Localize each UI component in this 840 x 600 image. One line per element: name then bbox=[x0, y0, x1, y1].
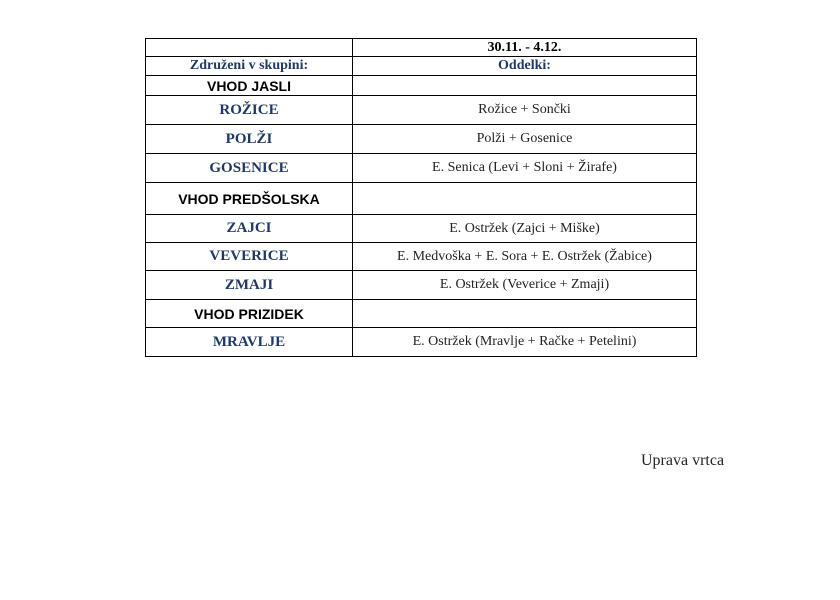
department-cell: Polži + Gosenice bbox=[353, 125, 697, 154]
table-row bbox=[146, 328, 697, 357]
table-row bbox=[146, 215, 697, 243]
group-name: GOSENICE bbox=[146, 154, 353, 183]
department-cell bbox=[353, 76, 697, 96]
table-row bbox=[146, 154, 697, 183]
entrance-row-predsolska bbox=[146, 183, 697, 215]
departments-column-header: Oddelki: bbox=[353, 57, 697, 76]
group-name: ZAJCI bbox=[146, 215, 353, 243]
column-header-row bbox=[146, 57, 697, 76]
department-cell: Rožice + Sončki bbox=[353, 96, 697, 125]
department-cell: E. Senica (Levi + Sloni + Žirafe) bbox=[353, 154, 697, 183]
group-name: ROŽICE bbox=[146, 96, 353, 125]
group-name: POLŽI bbox=[146, 125, 353, 154]
entrance-label: VHOD PRIZIDEK bbox=[146, 300, 353, 328]
date-row bbox=[146, 39, 697, 57]
groups-column-header: Združeni v skupini: bbox=[146, 57, 353, 76]
department-cell: E. Medvoška + E. Sora + E. Ostržek (Žabice) bbox=[353, 243, 697, 271]
group-name: VEVERICE bbox=[146, 243, 353, 271]
entrance-label: VHOD PREDŠOLSKA bbox=[146, 183, 353, 215]
schedule-table bbox=[145, 38, 697, 357]
table-row bbox=[146, 125, 697, 154]
entrance-label: VHOD JASLI bbox=[146, 76, 353, 96]
signature: Uprava vrtca bbox=[641, 452, 725, 469]
group-name: ZMAJI bbox=[146, 271, 353, 300]
table-row bbox=[146, 243, 697, 271]
empty-header-cell bbox=[146, 39, 353, 57]
entrance-row-jasli bbox=[146, 76, 697, 96]
date-range: 30.11. - 4.12. bbox=[353, 39, 697, 57]
entrance-row-prizidek bbox=[146, 300, 697, 328]
department-cell bbox=[353, 183, 697, 215]
group-name: MRAVLJE bbox=[146, 328, 353, 357]
table-row bbox=[146, 96, 697, 125]
department-cell: E. Ostržek (Mravlje + Račke + Petelini) bbox=[353, 328, 697, 357]
department-cell: E. Ostržek (Zajci + Miške) bbox=[353, 215, 697, 243]
department-cell: E. Ostržek (Veverice + Zmaji) bbox=[353, 271, 697, 300]
table-row bbox=[146, 271, 697, 300]
department-cell bbox=[353, 300, 697, 328]
